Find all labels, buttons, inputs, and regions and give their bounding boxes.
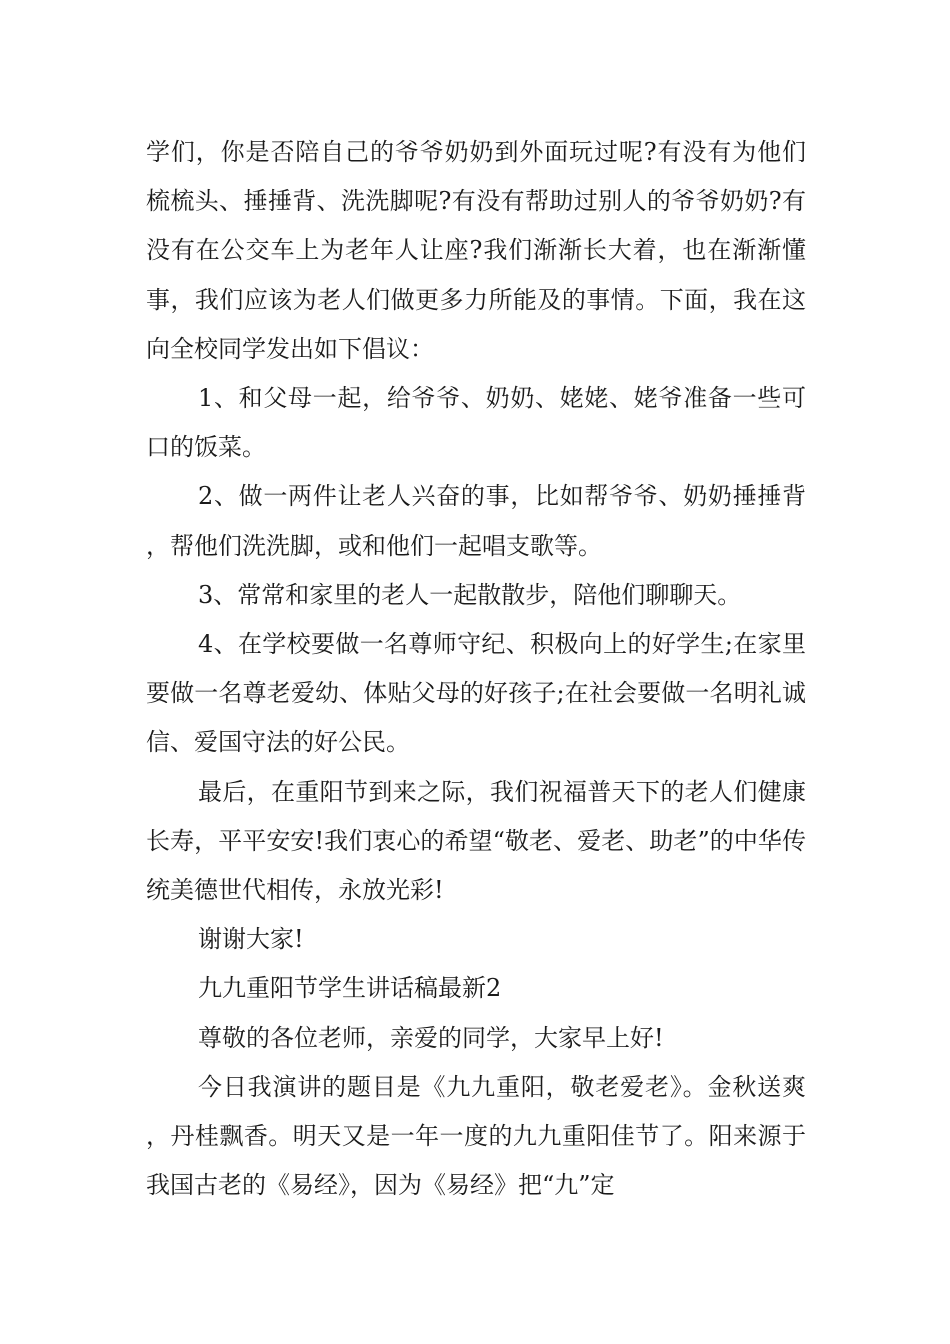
paragraph-continuation: 学们，你是否陪自己的爷爷奶奶到外面玩过呢?有没有为他们梳梳头、捶捶背、洗洗脚呢?有没有帮助过别人的爷爷奶奶?有没有在公交车上为老年人让座?我们渐渐长大着，也在渐渐懂事，我们应该为老人们做更多力所能及的事情。下面，我在这向全校同学发出如下倡议： bbox=[146, 138, 806, 363]
thanks-line: 谢谢大家! bbox=[198, 925, 304, 954]
proposal-item-3: 3、常常和家里的老人一起散散步，陪他们聊聊天。 bbox=[198, 580, 742, 609]
document-body bbox=[146, 128, 806, 1210]
speech-intro-paragraph: 今日我演讲的题目是《九九重阳，敬老爱老》。金秋送爽，丹桂飘香。明天又是一年一度的九九重阳佳节了。阳来源于我国古老的《易经》，因为《易经》把“九”定 bbox=[146, 1072, 806, 1200]
proposal-item-4: 4、在学校要做一名尊师守纪、积极向上的好学生;在家里要做一名尊老爱幼、体贴父母的好孩子;在社会要做一名明礼诚信、爱国守法的好公民。 bbox=[146, 630, 806, 757]
greeting-line: 尊敬的各位老师，亲爱的同学，大家早上好! bbox=[198, 1023, 664, 1052]
proposal-item-2: 2、做一两件让老人兴奋的事，比如帮爷爷、奶奶捶捶背，帮他们洗洗脚，或和他们一起唱支歌等。 bbox=[146, 482, 806, 560]
section-heading: 九九重阳节学生讲话稿最新2 bbox=[198, 974, 502, 1003]
proposal-item-1: 1、和父母一起，给爷爷、奶奶、姥姥、姥爷准备一些可口的饭菜。 bbox=[146, 384, 806, 462]
closing-paragraph: 最后，在重阳节到来之际，我们祝福普天下的老人们健康长寿，平平安安!我们衷心的希望“敬老、爱老、助老”的中华传统美德世代相传，永放光彩! bbox=[146, 777, 806, 905]
